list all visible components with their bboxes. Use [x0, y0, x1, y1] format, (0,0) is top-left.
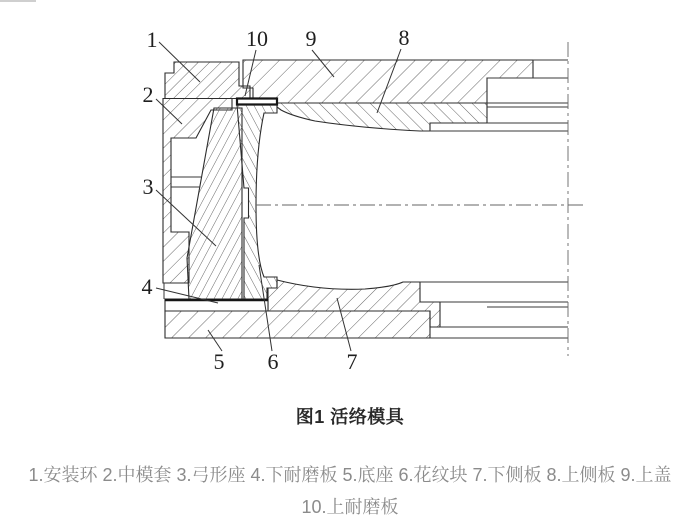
figure-caption: 图1 活络模具	[295, 407, 405, 427]
part-10-upper-wear-plate	[237, 99, 277, 105]
legend-line-1: 1.安装环 2.中模套 3.弓形座 4.下耐磨板 5.底座 6.花纹块 7.下侧板 8.上侧板 9.上盖	[28, 465, 672, 485]
figure-legend	[0, 459, 700, 523]
callout-2: 2	[142, 82, 154, 107]
callout-10: 10	[246, 26, 268, 51]
part-8-upper-side-plate	[277, 103, 487, 131]
callout-8: 8	[398, 25, 410, 50]
part-5-base	[165, 311, 430, 338]
legend-line-2: 10.上耐磨板	[301, 497, 399, 517]
callout-5: 5	[213, 349, 225, 374]
part-1-mounting-ring	[165, 62, 250, 99]
callout-9: 9	[305, 26, 317, 51]
callout-3: 3	[142, 174, 154, 199]
callout-4: 4	[141, 274, 153, 299]
callout-6: 6	[267, 349, 279, 374]
part-6-pattern-block	[237, 105, 277, 312]
part-9-top-cover	[243, 60, 533, 103]
mold-parts	[163, 60, 533, 338]
callout-7: 7	[346, 349, 358, 374]
callout-1: 1	[146, 27, 158, 52]
